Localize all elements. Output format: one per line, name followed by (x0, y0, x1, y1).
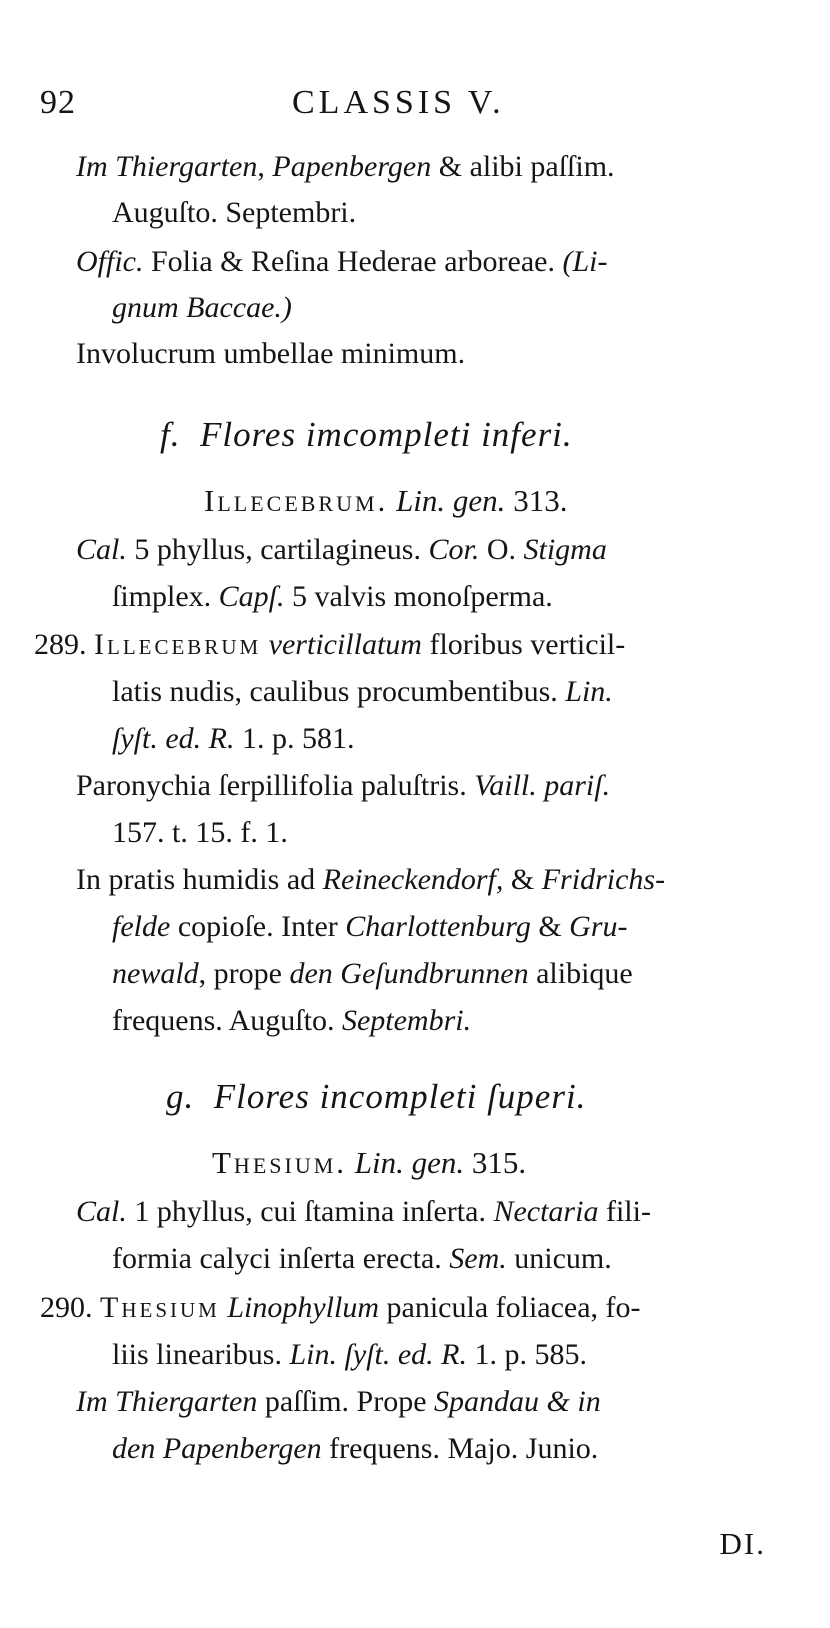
catchword: DI. (719, 1526, 766, 1561)
species-number: 290. (40, 1291, 93, 1324)
text-line: felde copioſe. Inter Charlottenburg & Gru- (112, 910, 628, 943)
text-line: Cal. 1 phyllus, cui ſtamina inſerta. Nectaria fili- (76, 1195, 651, 1228)
text-line: Im Thiergarten, Papenbergen & alibi paſſim. (76, 150, 615, 183)
text-line: ſyſt. ed. R. 1. p. 581. (112, 722, 355, 755)
text-line: Im Thiergarten paſſim. Prope Spandau & in (76, 1385, 601, 1418)
text-line: Involucrum umbellae minimum. (76, 337, 466, 370)
text-line: Cal. 5 phyllus, cartilagineus. Cor. O. Stigma (76, 533, 607, 566)
section-heading-g: g. Flores incompleti ſuperi. (166, 1077, 587, 1116)
text-line: In pratis humidis ad Reineckendorf, & Fridrichs- (76, 863, 666, 896)
text-line: ſimplex. Capſ. 5 valvis monoſperma. (112, 580, 553, 613)
text-line: latis nudis, caulibus procumbentibus. Lin. (112, 675, 613, 708)
text-line: Paronychia ſerpillifolia paluſtris. Vaill. pariſ. (76, 769, 611, 802)
text-line: frequens. Auguſto. Septembri. (112, 1004, 472, 1037)
page-number: 92 (40, 84, 76, 121)
page-header (40, 78, 830, 128)
species-entry-290: 290. Thesium Linophyllum panicula foliacea, fo- (40, 1291, 641, 1324)
species-entry-289: 289. Illecebrum verticillatum floribus verticil- (34, 628, 626, 661)
text-line: Offic. Folia & Reſina Hederae arboreae. (Li- (76, 245, 608, 278)
text-line: 157. t. 15. f. 1. (112, 816, 288, 849)
text-line: liis linearibus. Lin. ſyſt. ed. R. 1. p. 585. (112, 1338, 587, 1371)
species-number: 289. (34, 628, 87, 661)
section-heading-f: f. Flores imcompleti inferi. (160, 415, 573, 454)
text-line: gnum Baccae.) (112, 291, 292, 324)
genus-heading-illecebrum: Illecebrum. Lin. gen. 313. (204, 483, 568, 518)
running-head: CLASSIS V. (292, 84, 505, 121)
text-line: den Papenbergen frequens. Majo. Junio. (112, 1432, 599, 1465)
genus-heading-thesium: Thesium. Lin. gen. 315. (212, 1145, 527, 1180)
text-line: newald, prope den Geſundbrunnen alibique (112, 957, 633, 990)
text-line: formia calyci inſerta erecta. Sem. unicum. (112, 1242, 612, 1275)
text-line: Auguſto. Septembri. (112, 196, 357, 229)
